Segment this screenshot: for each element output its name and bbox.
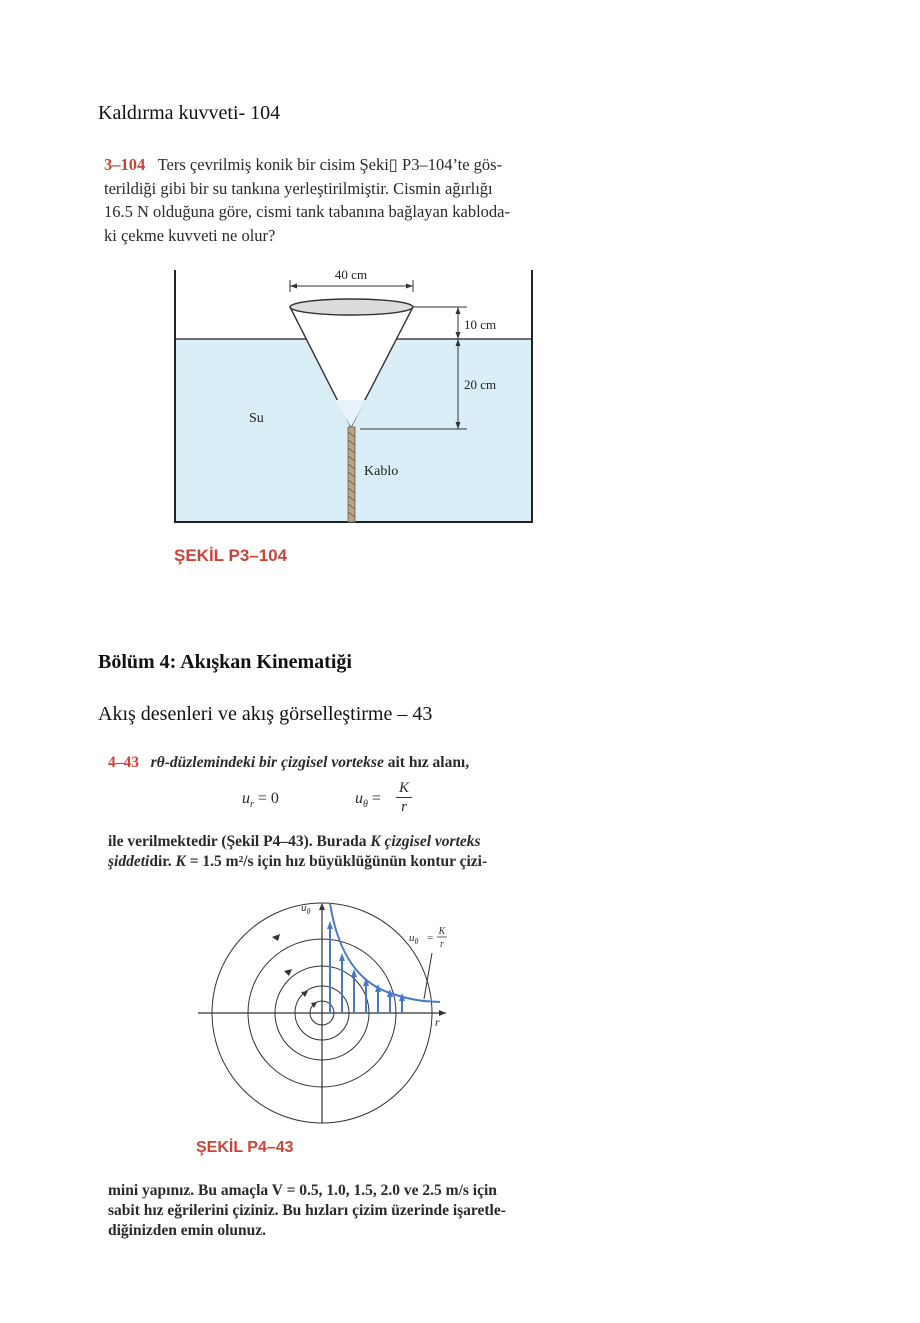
body-line-1 [108, 832, 481, 852]
eq-numerator: K [396, 779, 412, 798]
equation-ur [242, 790, 279, 810]
problem-4-43-intro [108, 753, 469, 773]
body-1b: çizgisel vorteks [380, 833, 481, 850]
equation-utheta [355, 790, 381, 810]
closing-line-1: mini yapınız. Bu amaçla V = 0.5, 1.0, 1.5, 2.0 ve 2.5 m/s için [108, 1182, 497, 1199]
eq-ut-symbol: u [355, 790, 363, 807]
section-heading-buoyancy: Kaldırma kuvveti- 104 [98, 102, 281, 124]
velocity-head-1 [327, 921, 333, 929]
formula-u: u [409, 932, 415, 944]
body-2a: şiddeti [108, 853, 150, 870]
utheta-axis-arrow [319, 903, 325, 910]
problem-line-1 [104, 153, 510, 177]
eq-denominator: r [401, 799, 407, 815]
dim-bottom-label: 20 cm [464, 377, 497, 392]
body-1k: K [370, 833, 381, 850]
arrow-mid-up [456, 332, 461, 339]
arrow-right [406, 284, 413, 289]
eq-ut-sub: θ [363, 799, 368, 811]
circle-arrow-1 [272, 934, 280, 941]
intro-suffix: ait hız alanı, [383, 754, 470, 771]
velocity-vectors [327, 921, 405, 1013]
section-subheading: Akış desenleri ve akış görselleştirme – 43 [98, 703, 433, 725]
figure-caption-p3-104: ŞEKİL P3–104 [174, 546, 288, 565]
circle-arrow-3 [301, 991, 308, 997]
cable-label: Kablo [364, 464, 399, 479]
figure-caption-p4-43: ŞEKİL P4–43 [196, 1139, 294, 1156]
r-axis-arrow [439, 1010, 446, 1016]
formula-sub: θ [414, 937, 419, 946]
figure-formula-eq: = [427, 932, 434, 944]
eq-ut-equals: = [371, 790, 381, 807]
body-2d: = 1.5 m²/s için hız büyüklüğünün kontur çizi- [185, 853, 488, 870]
eq-ur-rhs: = 0 [257, 790, 279, 807]
intro-italic: çizgisel vortekse [280, 754, 384, 771]
problem-number: 3–104 [104, 155, 146, 174]
dim-width-label: 40 cm [334, 267, 368, 282]
figure-p3-104 [160, 262, 550, 532]
figure-formula-den: r [440, 939, 444, 950]
figure-formula-lhs [409, 932, 419, 946]
circle-arrow-2 [284, 969, 292, 976]
figure-p4-43 [190, 895, 460, 1125]
problem-line-2: terildiği gibi bir su tankına yerleştirilmiştir. Cismin ağırlığı [104, 178, 493, 198]
eq-ur-sub: r [250, 799, 254, 811]
problem-line-3: 16.5 N olduğuna göre, cismi tank tabanına bağlayan kabloda- [104, 202, 510, 221]
intro-prefix: rθ-düzlemindeki bir [150, 754, 281, 771]
closing-line-2: sabit hız eğrilerini çiziniz. Bu hızları çizim üzerinde işaretle- [108, 1202, 506, 1219]
k-over-r-curve [330, 903, 440, 1002]
water-label: Su [249, 411, 264, 426]
eq-fraction [396, 779, 412, 816]
body-2c: K [175, 853, 186, 870]
r-axis-label: r [435, 1015, 440, 1029]
dim-top-label: 10 cm [464, 317, 497, 332]
eq-ur-symbol: u [242, 790, 250, 807]
body-line-2 [108, 852, 487, 872]
problem-line-4: ki çekme kuvveti ne olur? [104, 225, 276, 245]
velocity-head-2 [339, 953, 345, 961]
arrow-left [290, 284, 297, 289]
figure-formula-num: K [438, 926, 446, 937]
utheta-axis-sub: θ [306, 907, 311, 916]
problem-3-104 [104, 153, 510, 247]
arrow-top [456, 307, 461, 314]
body-2b: dir. [149, 853, 176, 870]
closing-line-3: diğinizden emin olunuz. [108, 1222, 267, 1239]
cone-top-ellipse [290, 299, 413, 315]
utheta-axis-letter: u [301, 902, 307, 914]
body-1a: ile verilmektedir (Şekil P4–43). Burada [108, 833, 371, 850]
problem-text: Ters çevrilmiş konik bir cisim Şeki▯ P3–104’te gös- [157, 155, 503, 174]
chapter-title: Bölüm 4: Akışkan Kinematiği [98, 651, 352, 673]
problem-number-4-43: 4–43 [108, 754, 139, 771]
